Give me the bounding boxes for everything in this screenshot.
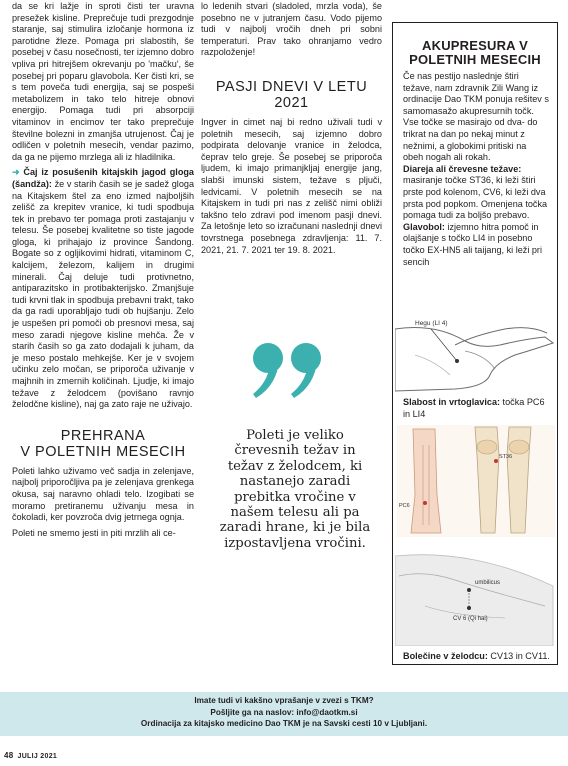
page-footer [4,751,57,760]
pull-quote: Poleti je veliko črevesnih težav in težav z želodcem, ki nastanejo zaradi prebitka vročine v našem telesu ali pa zaradi hrane, ki je bila izpostavljena vročini. [219,428,371,551]
banner-line: Imate tudi vi kakšno vprašanje v zvezi s TKM? [194,696,374,705]
quote-mark-icon [248,336,328,406]
caption-text: CV13 in CV11. [487,651,550,661]
page-number: 48 [4,751,14,760]
heading-line: PREHRANA [60,427,146,444]
column-1 [12,0,194,539]
paragraph: da se kri lažje in sproti čisti ter uravna presežek kisline. Preprečuje tudi prezgodnje staranje, saj stimulira izločanje hormona iz parotidne žleze. Pomaga pri slabostih, še posebej v času nosečnosti, ter izjemno dobro vpliva pri hitrejšem okrevanju po 'mačku', še posebej pri poparu glavobola. Ker čisti kri, se s tem poveča tudi energija, saj se pospeši metabolizem in tako telo hitreje obnovi energijo. Pomaga tudi pri absorpciji vitaminov in encimov ter tako preprečuje številne bolezni in zmanjša utrujenost. Čaj je odličen v poletnih mesecih, vendar pazimo, da ga ne pijemo mrzlega ali iz hladilnika. [12,1,194,162]
caption-lead: Slabost in vrtoglavica: [403,397,501,407]
section-heading-dog-days [201,79,382,111]
label-cv6: CV 6 (Qi hai) [453,616,488,622]
box-title [397,39,553,67]
paragraph-body: že v starih časih se je sadež gloga na Kitajskem štel za eno izmed najboljših zelišč za krepitev vranice, ki tudi spodbuja tek in prebavo ter pomaga proti zastajanju v telesu. Še posebej kvalitetne so tiste jagode gloga, ki prihajajo iz province Šandong. Bogate so z ogljikovimi hidrati, vitaminom C, kalcijem, železom, kalijem in drugimi minerali. Čaj deluje tudi protivnetno, antiparazitsko in protibakterijsko. Zmanjšuje tudi krvni tlak in spodbuja prebavni trakt, tako da ga radi uporabljajo tudi ob hujšanju. Zelo je uspešen pri pomoči ob presnovi mesa, saj meso zaradi njegove kisline mehča. Že v starih časih so ga zato dodajali k juham, da je meso postalo mehkejše. Ker je v svojem učinku zelo močan, se priporoča uživanje v majhnih in zmernih količinah. Ljudje, ki imajo težave z želodcem (povišano ravnjo želodčne kisline), naj ga zato raje ne uživajo. [12,178,194,410]
heading-line: 2021 [274,94,309,111]
caption-lead: Bolečine v želodcu: [403,651,488,661]
caption-stomach [403,651,553,663]
paragraph-hawthorn [12,167,194,410]
label-hegu: Hegu (LI 4) [415,320,448,327]
abdomen-illustration [395,546,555,646]
column-2 [201,0,382,256]
label-pc6: PC6 [399,503,410,509]
acupressure-box [392,22,558,665]
contact-banner [0,692,568,736]
banner-line: Ordinacija za kitajsko medicino Dao TKM je na Savski cesti 10 v Ljubljani. [140,719,428,729]
issue-label: JULIJ 2021 [17,753,58,760]
label-st36: ST36 [499,454,513,460]
box-item-lead: Glavobol: [403,221,445,232]
hand-illustration [395,315,555,395]
arm-leg-illustration [397,425,555,537]
paragraph-lead: Čaj iz posušenih kitajskih jagod gloga (šandža): [12,167,194,189]
box-item-diarrhea [403,164,549,222]
box-body [393,71,557,268]
arrow-icon: ➜ [12,167,24,178]
banner-email-line[interactable]: Pošljite ga na naslov: info@daotkm.si [210,707,358,717]
box-item-text: izjemno hitra pomoč in olajšanje s točko LI4 in posebno točko EX-HN5 ali taijang, ki leži pri sencih [403,221,542,267]
box-title-line: POLETNIH MESECIH [409,52,541,67]
caption-nausea [403,397,553,420]
paragraph: lo ledenih stvari (sladoled, mrzla voda), še posebno ne v jutranjem času. Vodo pijemo tudi v najbolj vročih dneh pri sobni temperaturi. Prav tako ohranjamo vedro razpoloženje! [201,1,382,58]
section-heading-nutrition [12,428,194,460]
paragraph: Ingver in cimet naj bi redno uživali tudi v poletnih mesecih, saj izjemno dobro podpirata delovanje vranice in želodca, čeprav telo greje. Še posebej se priporoča ljudem, ki imajo primanjkljaj energije jang, slabši imunski sistem, težave s pljuči, ledvicami. V poletnih mesecih se na Kitajskem in tudi pri nas z zelišč nimi obliži takšno telo zdravi pod imenom pasji dnevi. Za letošnje leto so izračunani naslednji dnevi tovrstnega posebnega zdravljenja: 11. 7. 2021, 21. 7. 2021 ter 19. 8. 2021. [201,116,382,255]
box-intro: Če nas pestijo naslednje štiri težave, nam zdravnik Zili Wang iz ordinacije Dao TKM ponuja rešitev s samomasažo akupresurnih točk. Vse točke se masirajo od dva- do trikrat na dan po nekaj minut z nežnimi, a globokimi pritiski na obeh nogah ali rokah. [403,71,549,163]
paragraph: Poleti lahko uživamo več sadja in zelenjave, najbolj priporočljiva pa je zelenjava grenkega okusa, saj naravno ohladi telo. Izogibati se moramo pretiranemu uživanju mesa in čokoladi, ker povzroča dvig jetrnega ognja. [12,465,194,523]
box-title-line: AKUPRESURA V [422,38,528,53]
heading-line: V POLETNIH MESECIH [20,443,186,460]
box-item-text: masiranje točke ST36, ki leži štiri prste pod kolenom, CV6, ki leži dva prsta pod popkom. Omenjena točka pomaga tudi za boljšo prebavo. [403,175,548,221]
box-item-headache [403,222,549,268]
caption-text: točka PC6 in LI4 [403,397,545,419]
paragraph: Poleti ne smemo jesti in piti mrzlih ali ce- [12,527,176,538]
box-item-lead: Diareja ali črevesne težave: [403,163,522,174]
label-umbilicus: umbilicus [475,580,501,586]
heading-line: PASJI DNEVI V LETU [215,78,368,95]
